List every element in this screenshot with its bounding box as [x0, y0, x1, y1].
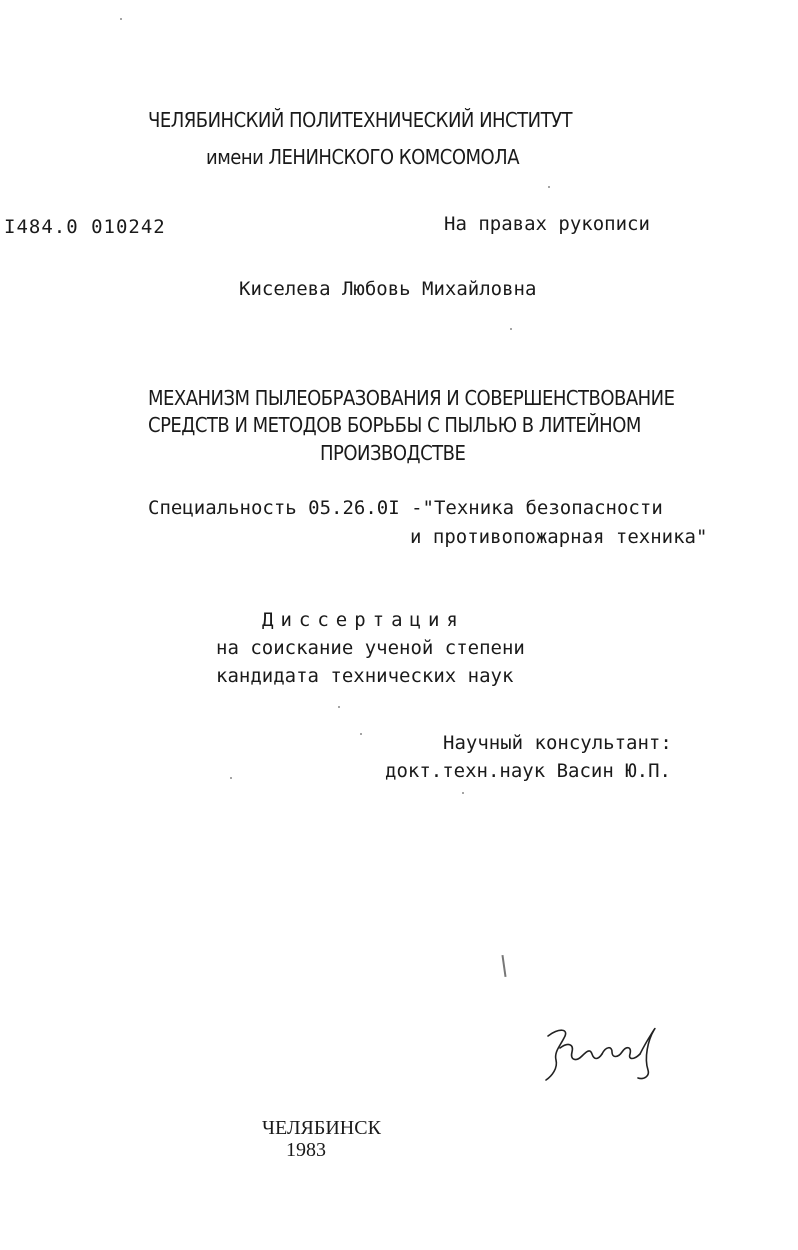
- year: 1983: [286, 1139, 326, 1161]
- author-name: Киселева Любовь Михайловна: [239, 278, 537, 300]
- advisor-name: докт.техн.наук Васин Ю.П.: [385, 760, 671, 782]
- paper-speck: [338, 706, 340, 708]
- stamp-number: I484.0 010242: [4, 216, 166, 238]
- degree-line-1: на соискание ученой степени: [216, 637, 525, 659]
- specialty-line-2: и противопожарная техника": [410, 526, 708, 548]
- handwritten-signature: [540, 1018, 670, 1088]
- paper-speck: [360, 733, 362, 735]
- paper-speck: [230, 777, 232, 779]
- manuscript-note: На правах рукописи: [444, 213, 650, 235]
- paper-speck: [120, 18, 122, 20]
- degree-line-2: кандидата технических наук: [216, 665, 514, 687]
- title-line-3: ПРОИЗВОДСТВЕ: [320, 441, 466, 465]
- title-line-1: МЕХАНИЗМ ПЫЛЕОБРАЗОВАНИЯ И СОВЕРШЕНСТВОВАНИЕ: [148, 386, 675, 410]
- institution-name: ЧЕЛЯБИНСКИЙ ПОЛИТЕХНИЧЕСКИЙ ИНСТИТУТ: [148, 108, 573, 132]
- paper-speck: [548, 186, 550, 188]
- margin-mark: [501, 955, 506, 977]
- paper-speck: [462, 792, 464, 794]
- title-line-2: СРЕДСТВ И МЕТОДОВ БОРЬБЫ С ПЫЛЬЮ В ЛИТЕЙНОМ: [148, 413, 641, 437]
- paper-speck: [510, 328, 512, 330]
- institution-dedication: имени ЛЕНИНСКОГО КОМСОМОЛА: [206, 145, 520, 169]
- dissertation-heading: Диссертация: [262, 609, 465, 631]
- advisor-label: Научный консультант:: [443, 732, 672, 754]
- city: ЧЕЛЯБИНСК: [262, 1117, 381, 1139]
- specialty-line-1: Специальность 05.26.0I -"Техника безопасности: [148, 497, 663, 519]
